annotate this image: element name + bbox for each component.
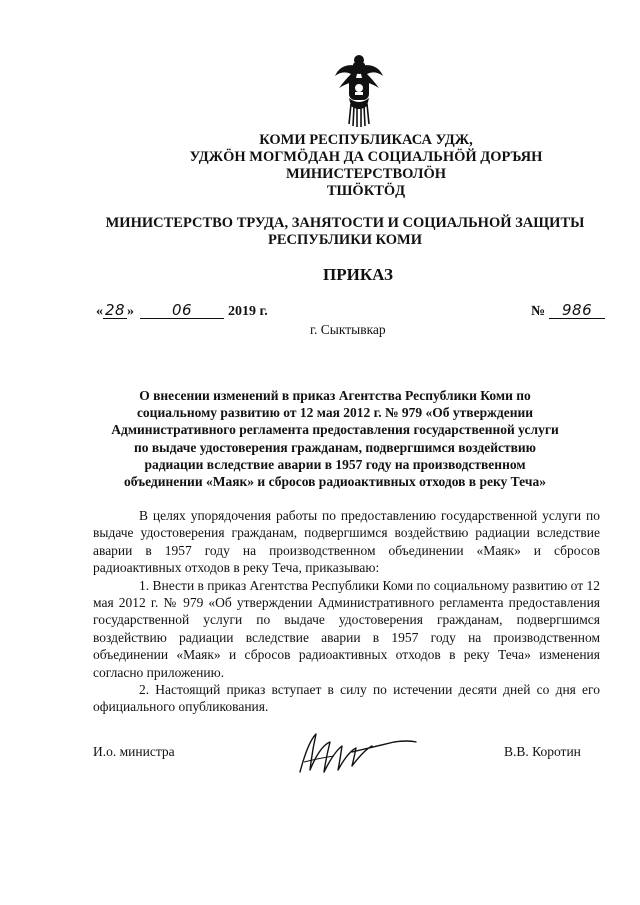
date-close-quote: »: [127, 304, 134, 319]
date-year: 2019 г.: [228, 304, 268, 319]
komi-header-line: ТШӦКТӦД: [326, 183, 406, 199]
komi-header: [0, 132, 640, 200]
number-value: 986: [549, 302, 605, 319]
ministry-header-line: МИНИСТЕРСТВО ТРУДА, ЗАНЯТОСТИ И СОЦИАЛЬНОЙ ЗАЩИТЫ: [105, 215, 585, 231]
document-number: [531, 302, 605, 320]
number-prefix: №: [531, 304, 546, 319]
document-date: [96, 302, 268, 320]
komi-header-line: КОМИ РЕСПУБЛИКАСА УДЖ,: [259, 132, 473, 148]
body-paragraph: 2. Настоящий приказ вступает в силу по истечении десяти дней со дня его официального опубликования.: [93, 682, 600, 715]
komi-coat-of-arms-icon: [331, 52, 387, 128]
document-city: г. Сыктывкар: [310, 322, 386, 337]
title-line: по выдаче удостоверения гражданам, подвергшимся воздействию: [133, 439, 536, 455]
signatory-role: И.о. министра: [93, 744, 175, 759]
ministry-header: [0, 215, 640, 249]
handwritten-signature: [290, 722, 420, 782]
signatory-name: В.В. Коротин: [504, 744, 581, 759]
komi-header-line: УДЖӦН МОГМӦДАН ДА СОЦИАЛЬНӦЙ ДОРЪЯН: [189, 149, 543, 165]
date-open-quote: «: [96, 304, 103, 319]
document-body: [93, 507, 600, 716]
title-line: объединении «Маяк» и сбросов радиоактивных отходов в реку Теча»: [124, 474, 546, 490]
date-month: 06: [140, 302, 224, 319]
title-line: Административного регламента предоставления государственной услуги: [111, 422, 559, 438]
ministry-header-line: РЕСПУБЛИКИ КОМИ: [267, 232, 423, 248]
date-day: 28: [104, 301, 126, 319]
title-line: радиации вследствие аварии в 1957 году на производственном: [144, 456, 526, 472]
body-paragraph: 1. Внести в приказ Агентства Республики Коми по социальному развитию от 12 мая 2012 г. № 979 «Об утверждении Административного регламента предоставления государственной услуги по выдаче удостоверения гражданам, подвергшимся воздействию радиации вследствие аварии в 1957 году на производственном объединении «Маяк» и сбросов радиоактивных отходов в реку Теча» изменения согласно приложению.: [93, 577, 600, 680]
title-line: социальному развитию от 12 мая 2012 г. № 979 «Об утверждении: [136, 405, 534, 421]
komi-header-line: МИНИСТЕРСТВОЛӦН: [285, 166, 447, 182]
document-type: ПРИКАЗ: [323, 265, 393, 284]
body-paragraph: В целях упорядочения работы по предоставлению государственной услуги по выдаче удостоверения гражданам, подвергшимся воздействию радиации вследствие аварии в 1957 году на производственном объединении «Маяк» и сбросов радиоактивных отходов в реку Теча, приказываю:: [93, 508, 600, 576]
document-title: [70, 387, 600, 490]
title-line: О внесении изменений в приказ Агентства Республики Коми по: [139, 388, 531, 403]
